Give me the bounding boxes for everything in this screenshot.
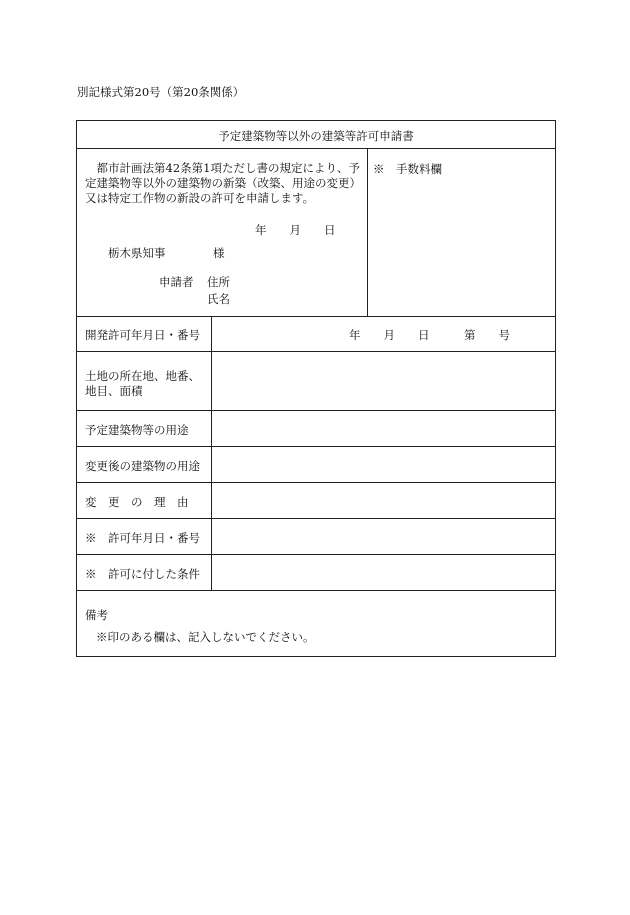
applicant-label: 申請者: [159, 275, 194, 289]
application-date: 年 月 日: [255, 223, 336, 237]
fee-box-label: ※ 手数料欄: [373, 162, 442, 176]
row-divider: [77, 482, 555, 483]
application-statement: [85, 161, 367, 206]
title-divider: [77, 148, 555, 149]
row-divider: [77, 446, 555, 447]
row-divider: [77, 351, 555, 352]
row-label-reason: 変 更 の 理 由: [85, 495, 189, 509]
fee-divider: [367, 148, 368, 316]
row-label-permit-date: ※ 許可年月日・番号: [85, 531, 200, 545]
label-column-divider: [211, 316, 212, 591]
row-divider: [77, 590, 555, 591]
form-title: 予定建築物等以外の建築等許可申請書: [218, 129, 414, 143]
row-divider: [77, 410, 555, 411]
row-label-planned-use: 予定建築物等の用途: [85, 423, 189, 437]
remarks-heading: 備考: [85, 608, 108, 622]
statement-line: 又は特定工作物の新設の許可を申請します。: [85, 191, 315, 205]
row-label-new-use: 変更後の建築物の用途: [85, 459, 200, 473]
row-divider: [77, 554, 555, 555]
name-label: 氏名: [207, 292, 230, 306]
form-number: 別記様式第20号（第20条関係）: [77, 85, 245, 99]
application-form: [76, 120, 556, 657]
row-label-conditions: ※ 許可に付した条件: [85, 567, 200, 581]
row-divider: [77, 316, 555, 317]
statement-line: 定建築物等以外の建築物の新築（改築、用途の変更）: [85, 176, 361, 190]
remarks-text: ※印のある欄は、記入しないでください。: [96, 630, 315, 644]
row-divider: [77, 518, 555, 519]
row-label-land: 土地の所在地、地番、 地目、面積: [85, 369, 200, 398]
row-value-dev-permit: 年 月 日 第 号: [349, 328, 510, 342]
address-label: 住所: [207, 275, 230, 289]
addressee: 栃木県知事: [108, 246, 166, 260]
row-label-dev-permit: 開発許可年月日・番号: [85, 328, 200, 342]
statement-line: 都市計画法第42条第1項ただし書の規定により、予: [85, 161, 360, 175]
honorific: 様: [213, 246, 225, 260]
